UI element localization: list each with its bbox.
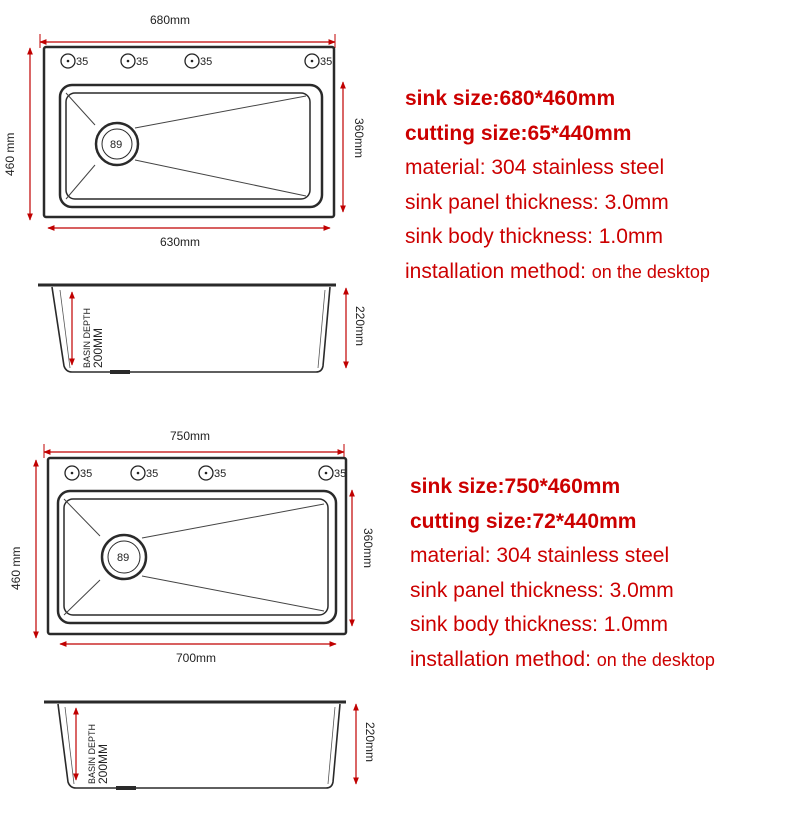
basin-depth-line1: BASIN DEPTH [87, 723, 97, 784]
spec-body: sink body thickness: 1.0mm [405, 225, 663, 248]
sink-2-drawing [0, 418, 400, 818]
spec-material: material: 304 stainless steel [410, 544, 670, 567]
sink-2-specs [410, 470, 715, 677]
width-label: 750mm [170, 429, 211, 443]
basin-depth-annotation [76, 708, 110, 784]
install-label: installation method: [410, 647, 591, 671]
basin-height-label: 360mm [352, 118, 366, 159]
basin-width-label: 700mm [176, 651, 217, 665]
basin-depth-line1: BASIN DEPTH [82, 307, 92, 368]
hole-label: 35 [136, 56, 149, 68]
basin-depth-line2: 200MM [91, 327, 105, 368]
spec-panel: sink panel thickness: 3.0mm [405, 190, 669, 214]
basin-depth-line2: 200MM [96, 743, 110, 784]
basin-height-label: 360mm [361, 528, 375, 569]
sink-outline [48, 458, 346, 634]
basin-height-dimension [352, 490, 375, 626]
hole-label: 35 [200, 56, 213, 68]
faucet-holes [61, 54, 332, 68]
basin-width-label: 630mm [160, 235, 201, 249]
hole-label: 35 [214, 468, 227, 480]
spec-size: sink size:750*460mm [410, 475, 621, 498]
spec-body: sink body thickness: 1.0mm [410, 613, 668, 636]
basin-width-dimension [60, 644, 336, 665]
install-label: installation method: [405, 259, 586, 283]
basin-depth-annotation [72, 292, 105, 368]
height-dimension [9, 460, 36, 638]
hole-label: 35 [80, 468, 93, 480]
install-value: on the desktop [591, 261, 710, 282]
hole-label: 35 [334, 468, 347, 480]
drain [102, 535, 146, 579]
hole-label: 35 [76, 56, 89, 68]
drain-label: 89 [110, 139, 123, 151]
spec-cutting: cutting size:65*440mm [405, 121, 632, 145]
basin-width-dimension [48, 228, 330, 249]
width-label: 680mm [150, 13, 191, 27]
install-value: on the desktop [596, 649, 715, 670]
width-dimension [44, 429, 344, 458]
drain-label: 89 [117, 552, 130, 564]
width-dimension [40, 13, 335, 48]
basin [60, 85, 322, 207]
spec-install [410, 643, 715, 678]
height-label: 460 mm [3, 132, 17, 176]
height-label: 460 mm [9, 546, 23, 590]
spec-panel: sink panel thickness: 3.0mm [410, 578, 674, 602]
basin-height-dimension [343, 82, 366, 212]
drain [96, 123, 138, 165]
depth-dimension [346, 288, 367, 368]
spec-material: material: 304 stainless steel [405, 156, 665, 179]
sink-1-drawing [0, 0, 400, 400]
faucet-holes [65, 466, 346, 480]
sink-outline [44, 47, 334, 217]
spec-size: sink size:680*460mm [405, 87, 616, 110]
spec-cutting: cutting size:72*440mm [410, 509, 637, 533]
depth-label: 220mm [353, 306, 367, 347]
hole-label: 35 [320, 56, 333, 68]
depth-label: 220mm [363, 722, 377, 763]
hole-label: 35 [146, 468, 159, 480]
depth-dimension [356, 704, 377, 784]
height-dimension [3, 48, 30, 220]
sink-1-specs [405, 82, 710, 289]
spec-install [405, 255, 710, 290]
basin [58, 491, 336, 623]
